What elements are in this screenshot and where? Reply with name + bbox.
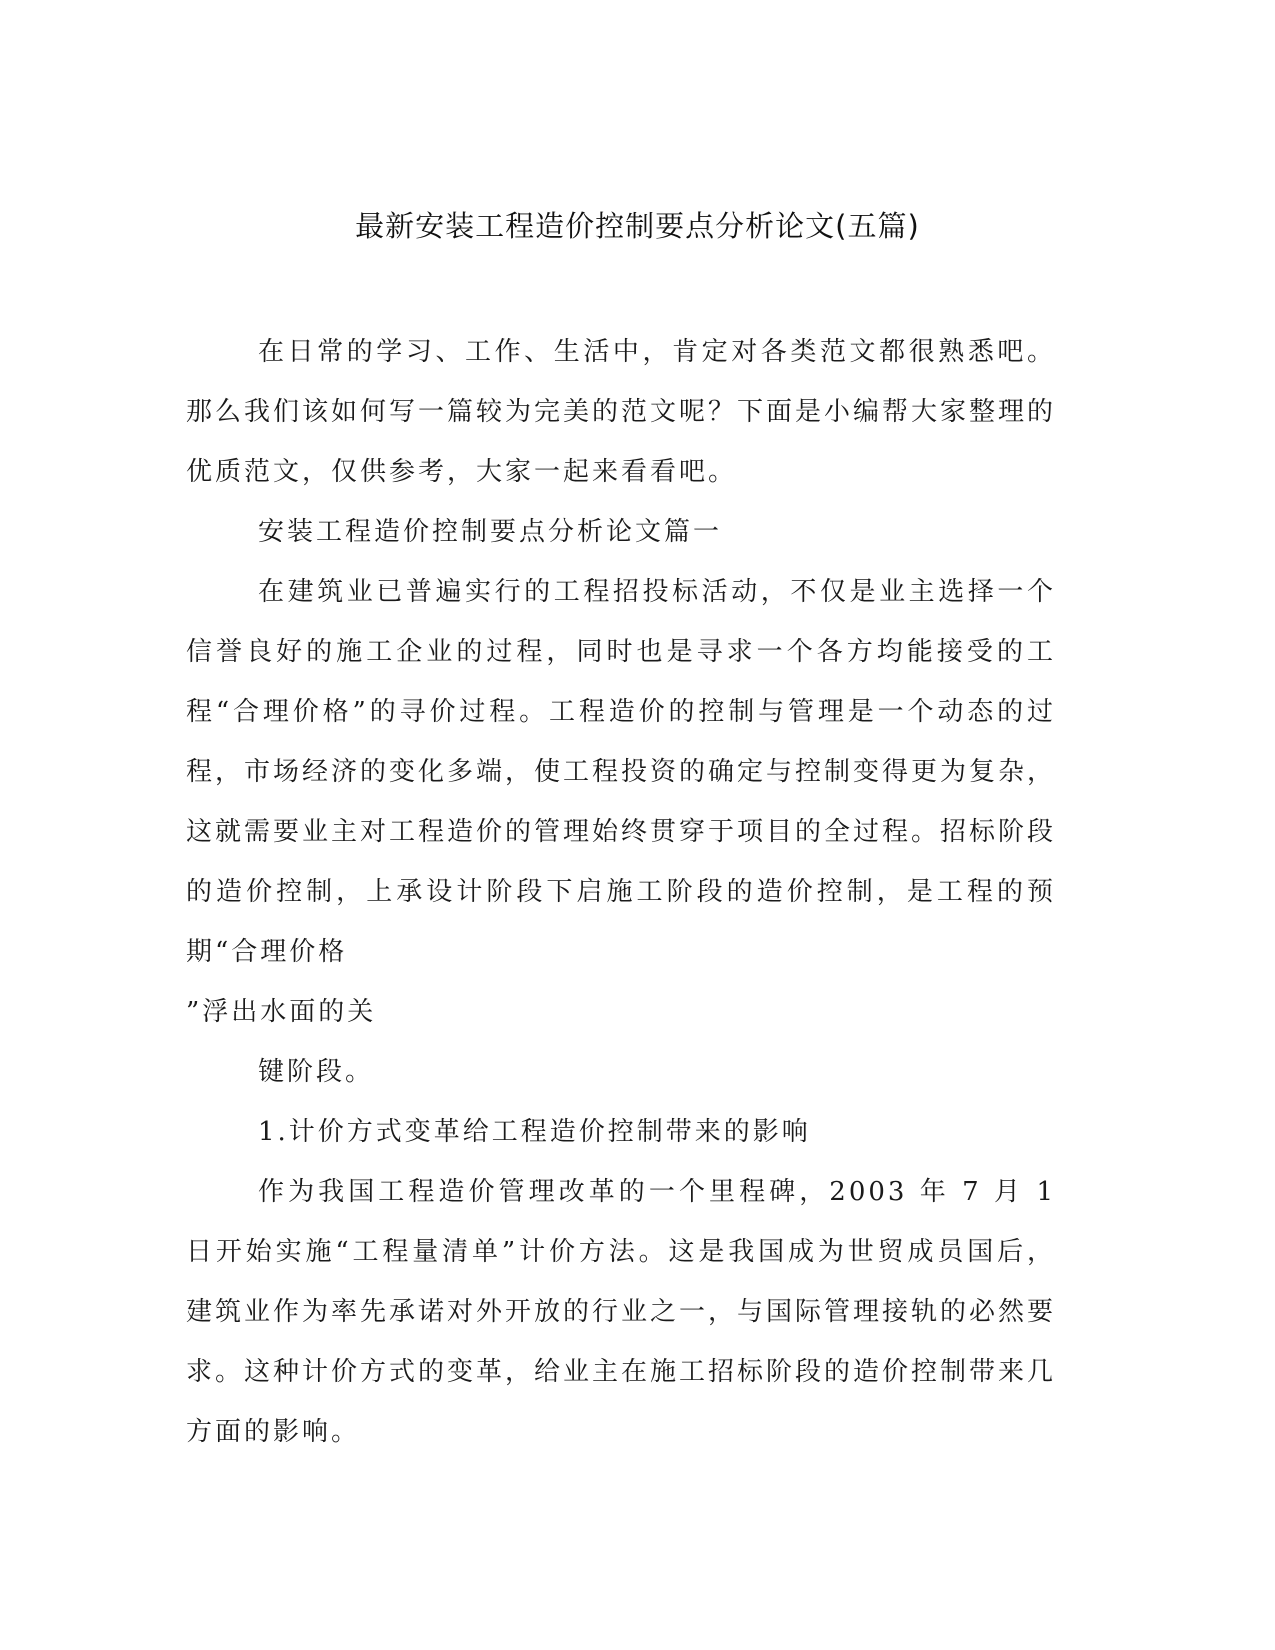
body-paragraph-continuation: 键阶段。	[258, 1057, 375, 1087]
document-body	[186, 322, 1056, 1462]
body-paragraph: 在建筑业已普遍实行的工程招投标活动，不仅是业主选择一个信誉良好的施工企业的过程，同时也是寻求一个各方均能接受的工程“合理价格”的寻价过程。工程造价的控制与管理是一个动态的过程，市场经济的变化多端，使工程投资的确定与控制变得更为复杂，这就需要业主对工程造价的管理始终贯穿于项目的全过程。招标阶段的造价控制，上承设计阶段下启施工阶段的造价控制，是工程的预期“合理价格	[186, 577, 1057, 967]
document-title: 最新安装工程造价控制要点分析论文(五篇)	[355, 209, 920, 243]
body-paragraph: 作为我国工程造价管理改革的一个里程碑，2003 年 7 月 1 日开始实施“工程量清单”计价方法。这是我国成为世贸成员国后，建筑业作为率先承诺对外开放的行业之一，与国际管理接轨的必然要求。这种计价方式的变革，给业主在施工招标阶段的造价控制带来几方面的影响。	[186, 1177, 1057, 1447]
section-heading: 安装工程造价控制要点分析论文篇一	[258, 517, 723, 547]
body-paragraph-continuation: ”浮出水面的关	[186, 997, 377, 1027]
intro-paragraph: 在日常的学习、工作、生活中，肯定对各类范文都很熟悉吧。那么我们该如何写一篇较为完美的范文呢？下面是小编帮大家整理的优质范文，仅供参考，大家一起来看看吧。	[186, 337, 1057, 487]
subsection-heading: 1.计价方式变革给工程造价控制带来的影响	[258, 1117, 811, 1147]
